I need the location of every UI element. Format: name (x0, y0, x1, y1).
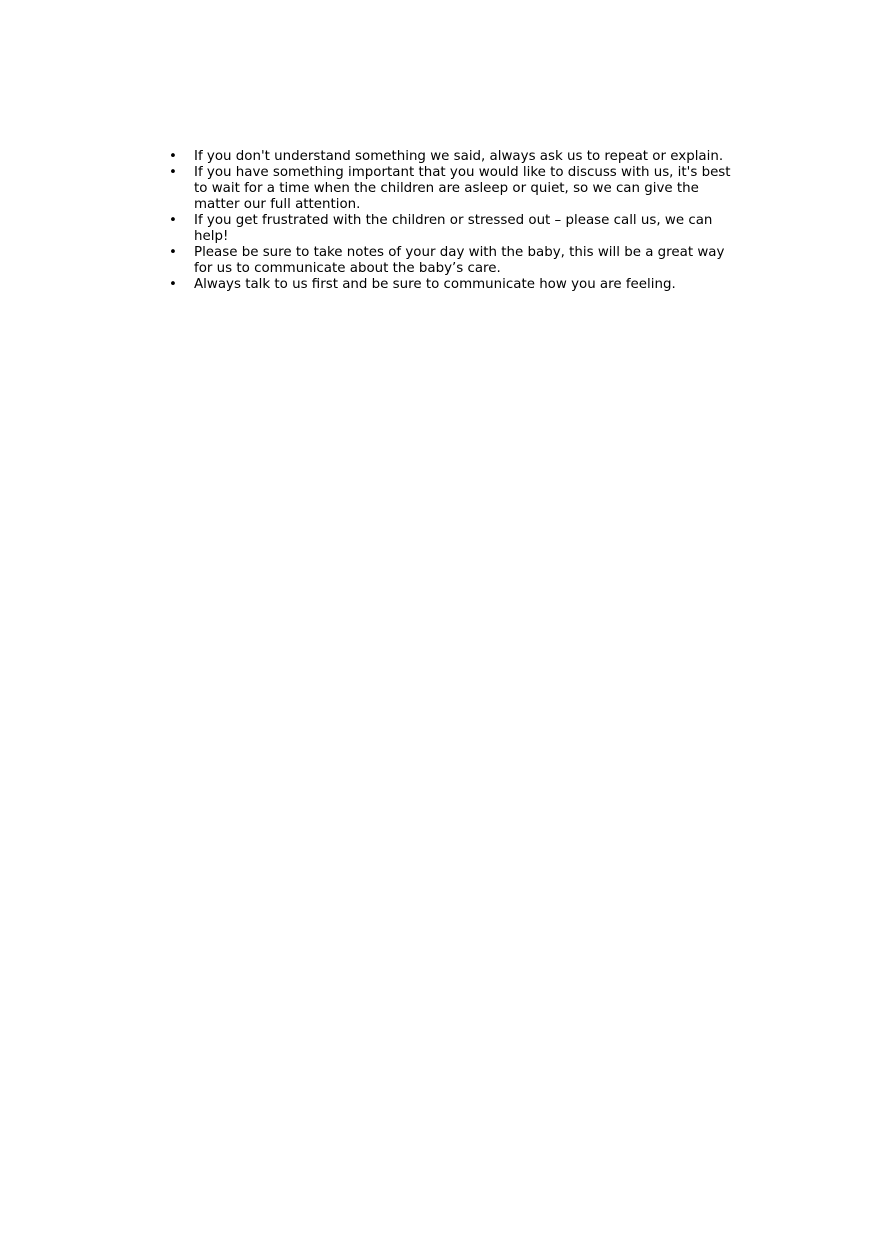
list-item (167, 149, 742, 165)
bullet-text: If you get frustrated with the children or stressed out – please call us, we can help! (194, 213, 713, 244)
bullet-marker: • (169, 165, 177, 180)
list-item (167, 165, 742, 213)
list-item (167, 277, 742, 293)
bullet-marker: • (169, 245, 177, 260)
bullet-text: If you don't understand something we said, always ask us to repeat or explain. (194, 149, 724, 164)
bullet-marker: • (169, 277, 177, 292)
guidelines-bullet-list (167, 149, 742, 293)
bullet-text: Please be sure to take notes of your day with the baby, this will be a great way for us to communicate about the baby’s care. (194, 245, 725, 276)
bullet-marker: • (169, 213, 177, 228)
bullet-marker: • (169, 149, 177, 164)
bullet-text: Always talk to us first and be sure to communicate how you are feeling. (194, 277, 676, 292)
list-item (167, 245, 742, 277)
bullet-text: If you have something important that you would like to discuss with us, it's best to wait for a time when the children are asleep or quiet, so we can give the matter our full attention. (194, 165, 731, 212)
list-item (167, 213, 742, 245)
